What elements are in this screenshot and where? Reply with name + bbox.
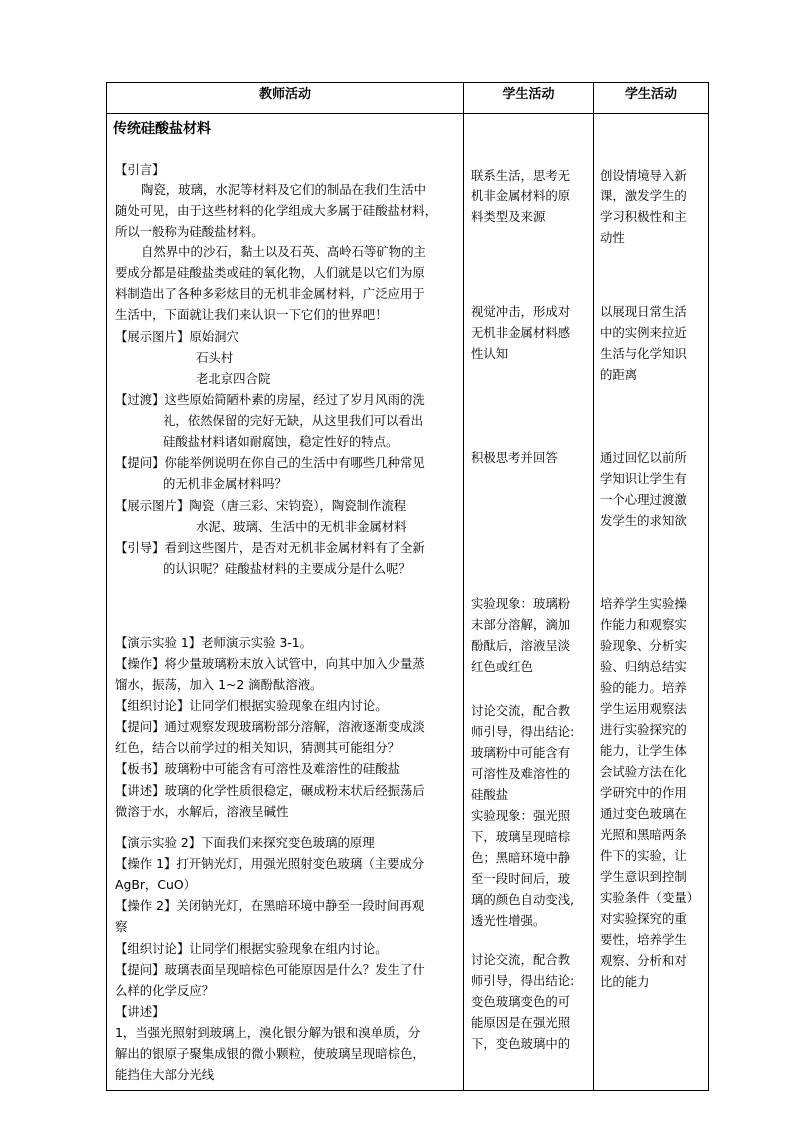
teacher-activity-line: 馏水，振荡，加入 1~2 滴酚酞溶液。 — [115, 677, 323, 692]
student-activity-line: 玻璃粉中可能含有 — [471, 745, 571, 760]
student-activity-line: 视觉冲击，形成对 — [471, 304, 571, 319]
teacher-activity-line: 要成分都是硅酸盐类或硅的氧化物，人们就是以它们为原 — [115, 265, 425, 280]
design-purpose-line: 动性 — [600, 230, 625, 245]
student-activity-line: 料类型及来源 — [471, 209, 546, 224]
teacher-activity-line: 察 — [115, 919, 128, 934]
design-purpose-line: 学习积极性和主 — [600, 209, 687, 224]
design-purpose-line: 要性，培养学生 — [600, 932, 687, 947]
design-purpose-line: 学知识让学生有 — [600, 471, 687, 486]
student-activity-line: 师引导，得出结论: — [471, 973, 575, 988]
teacher-activity-line: 【讲述】玻璃的化学性质很稳定，碾成粉末状后经振荡后 — [115, 783, 425, 798]
student-activity-line: 师引导，得出结论: — [471, 724, 575, 739]
student-activity-line: 实验现象：玻璃粉 — [471, 596, 571, 611]
teacher-activity-line: 【引导】看到这些图片，是否对无机非金属材料有了全新 — [115, 540, 425, 555]
design-purpose-line: 通过回忆以前所 — [600, 450, 687, 465]
student-activity-line: 无机非金属材料感 — [471, 325, 571, 340]
student-activity-line: 下，玻璃呈现暗棕 — [471, 829, 571, 844]
teacher-activity-line: 的无机非金属材料吗？ — [163, 476, 287, 491]
teacher-activity-line: 【操作】将少量玻璃粉末放入试管中，向其中加入少量蒸 — [115, 656, 425, 671]
design-purpose-line: 验的能力。培养 — [600, 680, 687, 695]
design-purpose-line: 中的实例来拉近 — [600, 325, 687, 340]
teacher-activity-line: 【提问】通过观察发现玻璃粉部分溶解，溶液逐渐变成淡 — [115, 719, 425, 734]
design-purpose-line: 作能力和观察实 — [600, 617, 687, 632]
student-activity-cell — [464, 114, 594, 1091]
design-purpose-line: 一个心理过渡激 — [600, 492, 687, 507]
design-purpose-line: 验、归纳总结实 — [600, 659, 687, 674]
student-activity-line: 性认知 — [471, 346, 509, 361]
teacher-activity-line: 料制造出了各种多彩炫目的无机非金属材料，广泛应用于 — [115, 286, 425, 301]
teacher-activity-line: 的认识呢？硅酸盐材料的主要成分是什么呢？ — [163, 561, 411, 576]
teacher-activity-line: 所以一般称为硅酸盐材料。 — [115, 224, 264, 239]
student-activity-line: 可溶性及难溶性的 — [471, 766, 571, 781]
design-purpose-line: 进行实验探究的 — [600, 722, 687, 737]
header-student-activity: 学生活动 — [464, 83, 594, 114]
design-purpose-line: 生活与化学知识 — [600, 346, 687, 361]
design-purpose-line: 会试验方法在化 — [600, 764, 687, 779]
teacher-activity-line: 能挡住大部分光线 — [115, 1067, 215, 1082]
section-title: 传统硅酸盐材料 — [113, 121, 211, 137]
teacher-activity-line: 自然界中的沙石，黏土以及石英、高岭石等矿物的主 — [141, 244, 426, 259]
teacher-activity-line: 石头村 — [196, 350, 234, 365]
design-purpose-line: 验现象、分析实 — [600, 638, 687, 653]
teacher-activity-line: 【过渡】这些原始简陋朴素的房屋，经过了岁月风雨的洗 — [115, 392, 425, 407]
design-purpose-line: 学生意识到控制 — [600, 869, 687, 884]
student-activity-line: 讨论交流，配合教 — [471, 952, 571, 967]
student-activity-line: 红色或红色 — [471, 659, 533, 674]
teacher-activity-line: 陶瓷，玻璃，水泥等材料及它们的制品在我们生活中 — [141, 182, 426, 197]
student-activity-line: 讨论交流，配合教 — [471, 703, 571, 718]
table-header-row — [107, 83, 709, 114]
teacher-activity-line: 【操作 2】关闭钠光灯，在黑暗环境中静至一段时间再观 — [115, 898, 425, 913]
table-body-row — [107, 114, 709, 1091]
design-purpose-line: 学生运用观察法 — [600, 701, 687, 716]
design-purpose-line: 能力，让学生体 — [600, 743, 687, 758]
teacher-activity-line: 【提问】玻璃表面呈现暗棕色可能原因是什么？发生了什 — [115, 962, 425, 977]
design-purpose-line: 实验条件（变量） — [600, 890, 700, 905]
student-activity-line: 色；黑暗环境中静 — [471, 850, 571, 865]
teacher-activity-line: 1，当强光照射到玻璃上，溴化银分解为银和溴单质，分 — [115, 1025, 421, 1040]
teacher-activity-line: 生活中，下面就让我们来认识一下它们的世界吧！ — [115, 307, 388, 322]
student-activity-line: 能原因是在强光照 — [471, 1015, 571, 1030]
student-activity-line: 联系生活，思考无 — [471, 168, 571, 183]
teacher-activity-line: 【演示实验 2】下面我们来探究变色玻璃的原理 — [115, 835, 375, 850]
lesson-plan-table — [106, 82, 709, 1091]
design-purpose-line: 通过变色玻璃在 — [600, 806, 687, 821]
design-purpose-line: 光照和黑暗两条 — [600, 827, 687, 842]
teacher-activity-line: 【展示图片】原始洞穴 — [115, 329, 239, 344]
student-activity-line: 积极思考并回答 — [471, 450, 558, 465]
design-purpose-line: 创设情境导入新 — [600, 168, 687, 183]
header-student-activity-2: 学生活动 — [594, 83, 709, 114]
teacher-activity-line: 【组织讨论】让同学们根据实验现象在组内讨论。 — [115, 941, 388, 956]
student-activity-line: 下，变色玻璃中的 — [471, 1036, 571, 1051]
teacher-activity-line: 解出的银原子聚集成银的微小颗粒，使玻璃呈现暗棕色， — [115, 1046, 425, 1061]
teacher-activity-line: 硅酸盐材料诸如耐腐蚀，稳定性好的特点。 — [163, 434, 399, 449]
teacher-activity-line: AgBr，CuO） — [115, 877, 196, 892]
design-purpose-line: 课，激发学生的 — [600, 188, 687, 203]
teacher-activity-line: 【讲述】 — [115, 1004, 165, 1019]
teacher-activity-line: 【引言】 — [115, 162, 165, 177]
student-activity-line: 末部分溶解，滴加 — [471, 617, 571, 632]
design-purpose-line: 件下的实验，让 — [600, 848, 687, 863]
design-purpose-line: 观察、分析和对 — [600, 953, 687, 968]
design-purpose-cell — [594, 114, 709, 1091]
teacher-activity-line: 【提问】你能举例说明在你自己的生活中有哪些几种常见 — [115, 455, 425, 470]
teacher-activity-line: 【展示图片】陶瓷（唐三彩、宋钧瓷），陶瓷制作流程 — [115, 498, 407, 513]
student-activity-line: 酚酞后，溶液呈淡 — [471, 638, 571, 653]
design-purpose-line: 的距离 — [600, 367, 638, 382]
student-activity-line: 机非金属材料的原 — [471, 188, 571, 203]
student-activity-line: 透光性增强。 — [471, 913, 546, 928]
student-activity-line: 硅酸盐 — [471, 787, 509, 802]
teacher-activity-cell — [107, 114, 464, 1091]
header-teacher-activity: 教师活动 — [107, 83, 464, 114]
design-purpose-line: 学研究中的作用 — [600, 785, 687, 800]
teacher-activity-line: 微溶于水，水解后，溶液呈碱性 — [115, 804, 289, 819]
teacher-activity-line: 红色，结合以前学过的相关知识，猜测其可能组分？ — [115, 740, 400, 755]
design-purpose-line: 比的能力 — [600, 974, 650, 989]
teacher-activity-line: 礼，依然保留的完好无缺，从这里我们可以看出 — [163, 413, 424, 428]
teacher-activity-line: 随处可见，由于这些材料的化学组成大多属于硅酸盐材料， — [115, 203, 438, 218]
student-activity-line: 至一段时间后，玻 — [471, 871, 571, 886]
design-purpose-line: 培养学生实验操 — [600, 596, 687, 611]
design-purpose-line: 发学生的求知欲 — [600, 513, 687, 528]
teacher-activity-line: 【演示实验 1】老师演示实验 3-1。 — [115, 635, 313, 650]
design-purpose-line: 对实验探究的重 — [600, 911, 687, 926]
teacher-activity-line: 么样的化学反应？ — [115, 983, 215, 998]
student-activity-line: 变色玻璃变色的可 — [471, 994, 571, 1009]
teacher-activity-line: 老北京四合院 — [196, 371, 271, 386]
design-purpose-line: 以展现日常生活 — [600, 304, 687, 319]
student-activity-line: 璃的颜色自动变浅, — [471, 892, 575, 907]
teacher-activity-line: 【操作 1】打开钠光灯，用强光照射变色玻璃（主要成分 — [115, 856, 425, 871]
student-activity-line: 实验现象：强光照 — [471, 808, 571, 823]
teacher-activity-line: 【板书】玻璃粉中可能含有可溶性及难溶性的硅酸盐 — [115, 761, 400, 776]
teacher-activity-line: 水泥、玻璃、生活中的无机非金属材料 — [196, 519, 407, 534]
teacher-activity-line: 【组织讨论】让同学们根据实验现象在组内讨论。 — [115, 698, 388, 713]
